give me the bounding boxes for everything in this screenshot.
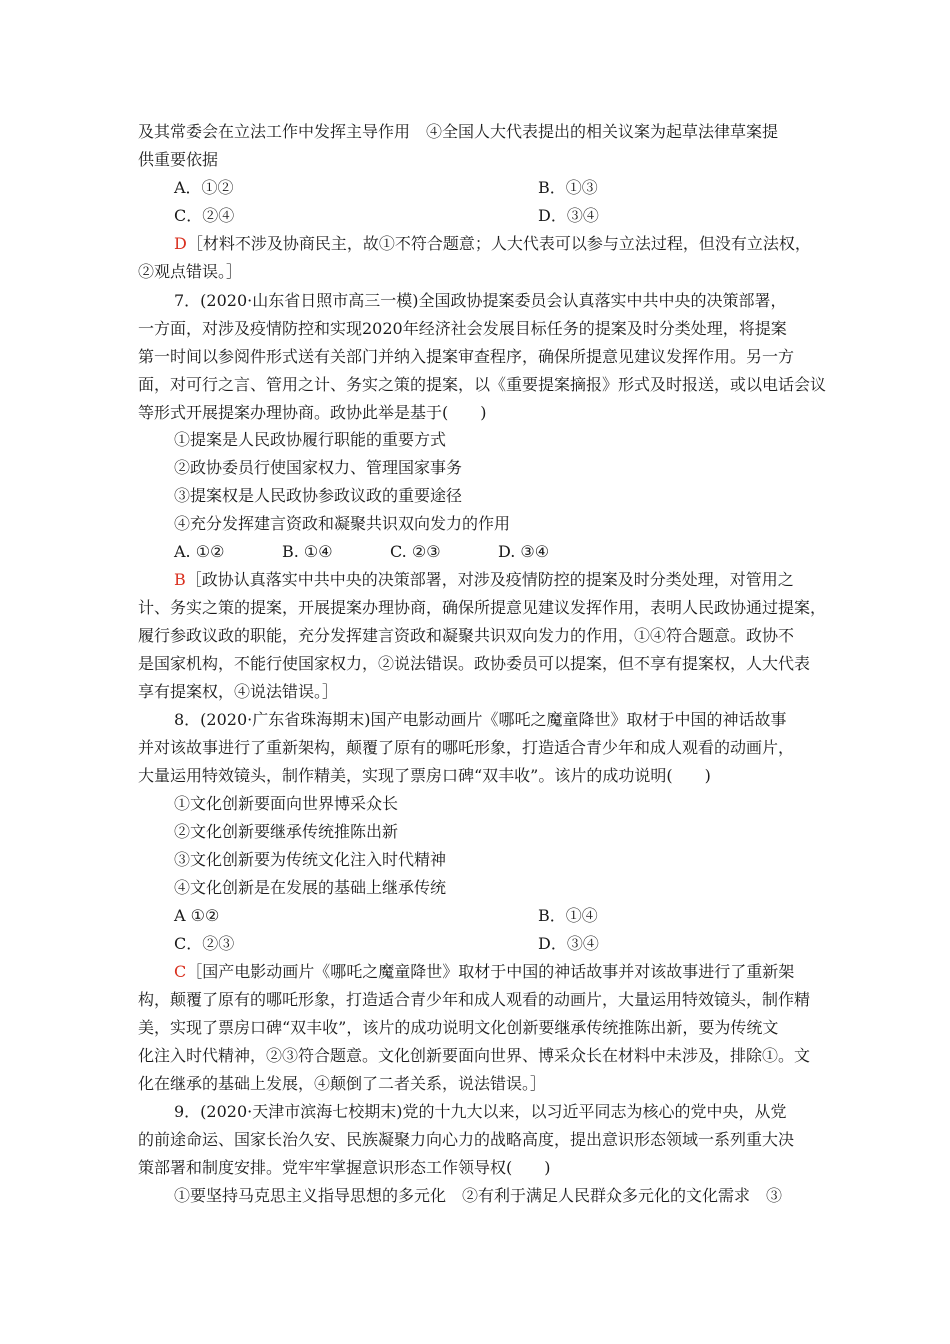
- q8-explanation-line-4: 化注入时代精神，②③符合题意。文化创新要面向世界、博采众长在材料中未涉及，排除①。文: [138, 1046, 811, 1065]
- q6-option-d[interactable]: D．③④: [538, 206, 599, 225]
- q7-option-a[interactable]: A. ①②: [174, 542, 225, 561]
- q7-item-1: ①提案是人民政协履行职能的重要方式: [174, 430, 447, 449]
- q9-items-line: ①要坚持马克思主义指导思想的多元化 ②有利于满足人民群众多元化的文化需求 ③: [174, 1186, 783, 1205]
- q7-stem-line-4: 面，对可行之言、管用之计、务实之策的提案，以《重要提案摘报》形式及时报送，或以电话会议: [138, 375, 827, 394]
- q8-stem-line-1: 8．(2020·广东省珠海期末)国产电影动画片《哪吒之魔童降世》取材于中国的神话故事: [174, 710, 787, 729]
- q6-options-row-2: [174, 206, 854, 226]
- q8-item-1: ①文化创新要面向世界博采众长: [174, 794, 399, 813]
- q6-option-c[interactable]: C．②④: [174, 206, 235, 225]
- q8-stem-line-3: 大量运用特效镜头，制作精美，实现了票房口碑“双丰收”。该片的成功说明( ): [138, 766, 711, 785]
- q7-stem-line-3: 第一时间以参阅件形式送有关部门并纳入提案审查程序，确保所提意见建议发挥作用。另一方: [138, 347, 795, 366]
- q6-options-row-1: [174, 178, 854, 198]
- q7-item-2: ②政协委员行使国家权力、管理国家事务: [174, 458, 463, 477]
- q6-explanation-line-2: ②观点错误。］: [138, 262, 243, 281]
- q7-answer: B: [174, 570, 186, 589]
- q8-item-4: ④文化创新是在发展的基础上继承传统: [174, 878, 447, 897]
- q6-explanation-line-1: D［材料不涉及协商民主，故①不符合题意；人大代表可以参与立法过程，但没有立法权，: [174, 234, 811, 253]
- q8-explanation-line-1: C［国产电影动画片《哪吒之魔童降世》取材于中国的神话故事并对该故事进行了重新架: [174, 962, 795, 981]
- q6-option-a[interactable]: A．①②: [174, 178, 234, 197]
- q8-explanation-line-3: 美，实现了票房口碑“双丰收”，该片的成功说明文化创新要继承传统推陈出新，要为传统文: [138, 1018, 779, 1037]
- q6-stem-line-2: 供重要依据: [138, 150, 219, 169]
- q7-explanation-line-3: 履行参政议政的职能，充分发挥建言资政和凝聚共识双向发力的作用，①④符合题意。政协不: [138, 626, 795, 645]
- q7-item-3: ③提案权是人民政协参政议政的重要途径: [174, 486, 463, 505]
- q8-option-a[interactable]: A ①②: [174, 906, 220, 925]
- q8-item-2: ②文化创新要继承传统推陈出新: [174, 822, 399, 841]
- q7-explanation-line-4: 是国家机构，不能行使国家权力，②说法错误。政协委员可以提案，但不享有提案权，人大代表: [138, 654, 811, 673]
- q9-stem-line-1: 9．(2020·天津市滨海七校期末)党的十九大以来，以习近平同志为核心的党中央，从党: [174, 1102, 787, 1121]
- q8-explanation-line-2: 构，颠覆了原有的哪吒形象，打造适合青少年和成人观看的动画片，大量运用特效镜头，制作精: [138, 990, 811, 1009]
- q7-option-c[interactable]: C. ②③: [390, 542, 441, 561]
- q8-item-3: ③文化创新要为传统文化注入时代精神: [174, 850, 447, 869]
- q7-explanation-line-2: 计、务实之策的提案，开展提案办理协商，确保所提意见建议发挥作用，表明人民政协通过提案，: [138, 598, 827, 617]
- q7-option-b[interactable]: B. ①④: [282, 542, 333, 561]
- q8-options-row-1: [174, 906, 854, 926]
- q7-stem-line-5: 等形式开展提案办理协商。政协此举是基于( ): [138, 403, 487, 422]
- q8-explanation-line-5: 化在继承的基础上发展，④颠倒了二者关系，说法错误。］: [138, 1074, 547, 1093]
- q9-stem-line-2: 的前途命运、国家长治久安、民族凝聚力向心力的战略高度，提出意识形态领域一系列重大决: [138, 1130, 795, 1149]
- q8-option-c[interactable]: C．②③: [174, 934, 235, 953]
- q6-option-b[interactable]: B．①③: [538, 178, 598, 197]
- q7-options-row: [174, 542, 854, 562]
- q8-options-row-2: [174, 934, 854, 954]
- q8-option-b[interactable]: B．①④: [538, 906, 598, 925]
- q7-explanation-line-5: 享有提案权，④说法错误。］: [138, 682, 339, 701]
- q6-stem-line-1: 及其常委会在立法工作中发挥主导作用 ④全国人大代表提出的相关议案为起草法律草案提: [138, 122, 779, 141]
- q7-stem-line-1: 7．(2020·山东省日照市高三一模)全国政协提案委员会认真落实中共中央的决策部署，: [174, 291, 787, 310]
- q6-answer: D: [174, 234, 187, 253]
- q7-option-d[interactable]: D. ③④: [498, 542, 550, 561]
- q9-stem-line-3: 策部署和制度安排。党牢牢掌握意识形态工作领导权( ): [138, 1158, 551, 1177]
- q8-stem-line-2: 并对该故事进行了重新架构，颠覆了原有的哪吒形象，打造适合青少年和成人观看的动画片，: [138, 738, 795, 757]
- q7-item-4: ④充分发挥建言资政和凝聚共识双向发力的作用: [174, 514, 511, 533]
- q8-answer: C: [174, 962, 187, 981]
- q8-option-d[interactable]: D．③④: [538, 934, 599, 953]
- q7-stem-line-2: 一方面，对涉及疫情防控和实现2020年经济社会发展目标任务的提案及时分类处理，将提案: [138, 319, 787, 338]
- q7-explanation-line-1: B［政协认真落实中共中央的决策部署，对涉及疫情防控的提案及时分类处理，对管用之: [174, 570, 794, 589]
